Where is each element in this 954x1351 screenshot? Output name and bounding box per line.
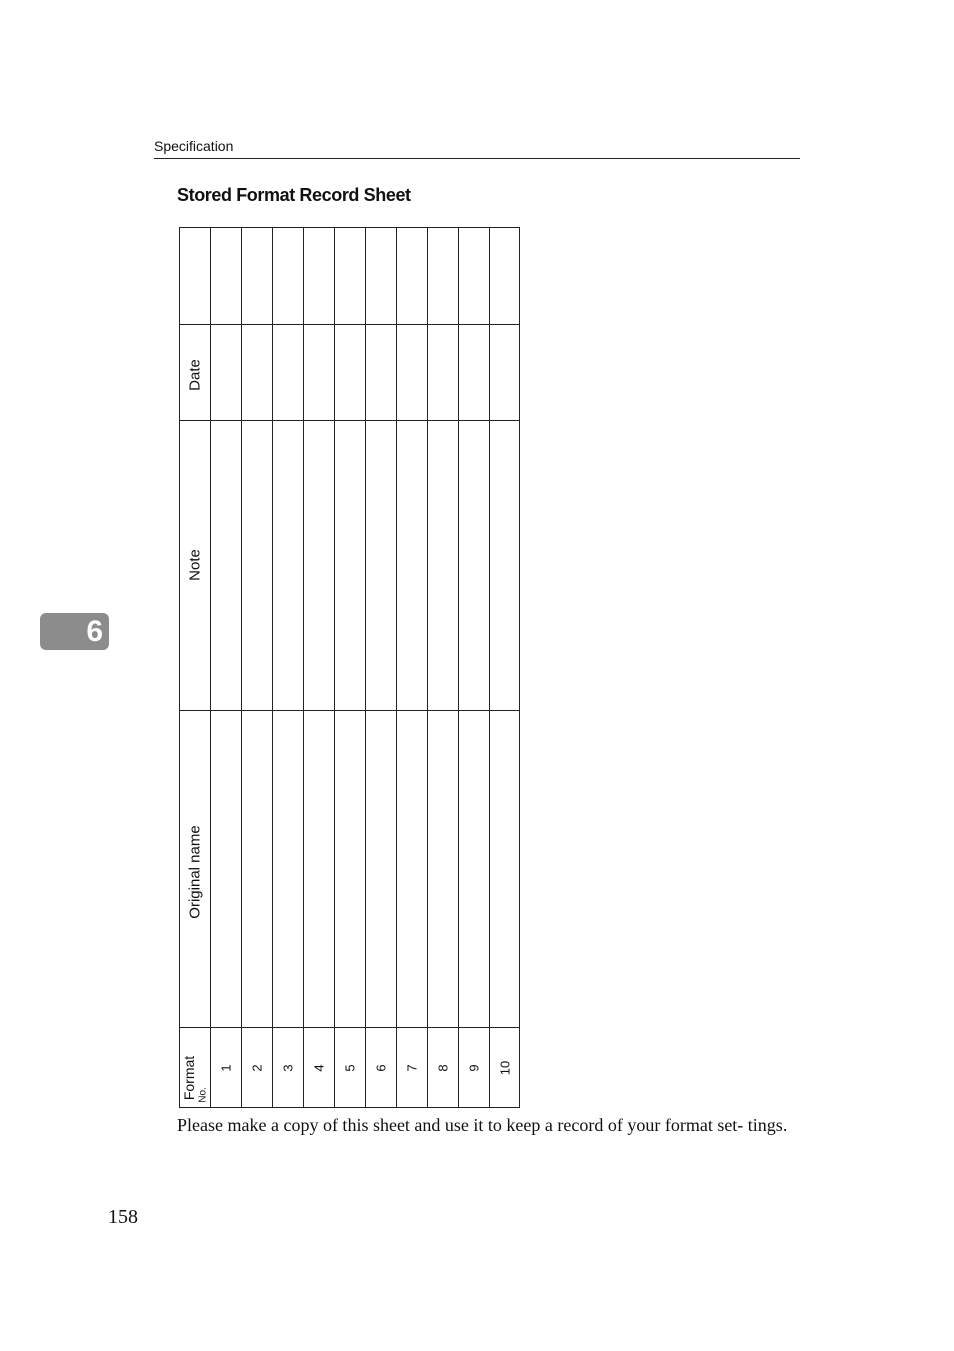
chapter-tab: 6 (40, 613, 109, 650)
row-number: 1 (218, 1064, 234, 1072)
header-divider (154, 158, 800, 159)
row-number: 6 (373, 1064, 389, 1072)
page-title: Stored Format Record Sheet (177, 185, 411, 205)
row-number: 10 (497, 1060, 513, 1076)
instruction-text: Please make a copy of this sheet and use it to keep a record of your format set- tings. (177, 1115, 788, 1135)
row-number: 5 (342, 1064, 358, 1072)
row-number: 3 (280, 1064, 296, 1072)
row-number: 2 (249, 1064, 265, 1072)
column-header-original-name: Original name (186, 825, 204, 919)
column-header-note: Note (186, 549, 204, 581)
page-number: 158 (108, 1206, 138, 1228)
column-header-format: Format (181, 1055, 197, 1101)
running-header: Specification (154, 138, 234, 154)
record-sheet-table (179, 227, 520, 1108)
column-header-date: Date (186, 359, 204, 391)
row-number: 9 (466, 1064, 482, 1072)
row-number: 8 (435, 1064, 451, 1072)
column-header-no: No. (197, 1087, 209, 1103)
row-number: 4 (311, 1064, 327, 1072)
row-number: 7 (404, 1064, 420, 1072)
table-grid (179, 227, 520, 1108)
